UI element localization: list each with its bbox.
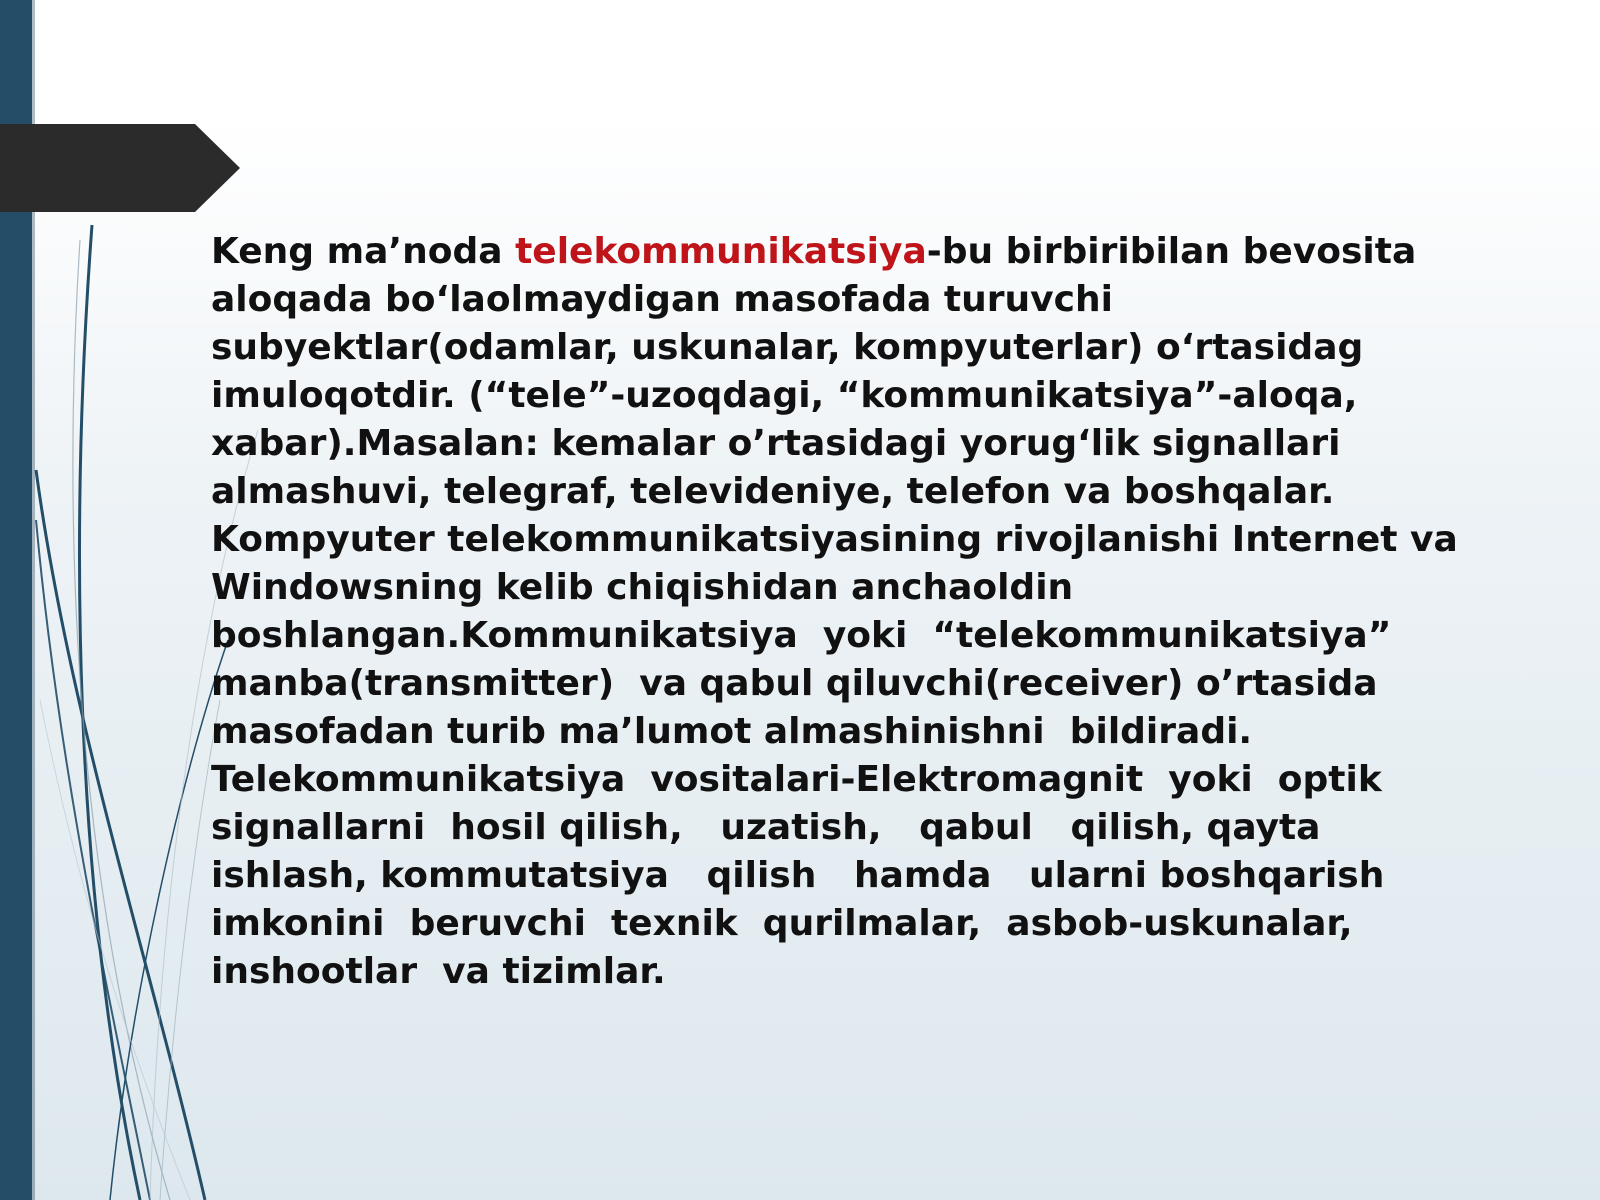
text-line-5: xabar).Masalan: kemalar o’rtasidagi yorug‘lik signallari	[211, 423, 1341, 464]
text-line-10: manba(transmitter) va qabul qiluvchi(receiver) o’rtasida	[211, 663, 1378, 704]
line-1-end: -bu birbiribilan bevosita	[926, 231, 1417, 272]
highlighted-term: telekommunikatsiya	[515, 231, 927, 272]
text-line-4: imuloqotdir. (“tele”-uzoqdagi, “kommunikatsiya”-aloqa,	[211, 375, 1358, 416]
text-line-8: Windowsning kelib chiqishidan anchaoldin	[211, 567, 1074, 608]
text-line-15: imkonini beruvchi texnik qurilmalar, asbob-uskunalar,	[211, 903, 1353, 944]
text-line-14: ishlash, kommutatsiya qilish hamda ularni boshqarish	[211, 855, 1385, 896]
text-line-1	[211, 231, 1416, 272]
text-line-13: signallarni hosil qilish, uzatish, qabul qilish, qayta	[211, 807, 1321, 848]
text-line-11: masofadan turib ma’lumot almashinishni bildiradi.	[211, 711, 1253, 752]
line-1-start: Keng ma’noda	[211, 231, 516, 272]
title-arrow-banner	[0, 124, 240, 212]
text-line-7: Kompyuter telekommunikatsiyasining rivojlanishi Internet va	[211, 519, 1458, 560]
text-line-6: almashuvi, telegraf, televideniye, telefon va boshqalar.	[211, 471, 1335, 512]
text-line-2: aloqada bo‘laolmaydigan masofada turuvchi	[211, 279, 1113, 320]
text-line-12: Telekommunikatsiya vositalari-Elektromagnit yoki optik	[211, 759, 1382, 800]
slide-body-text	[211, 228, 1541, 996]
text-line-3: subyektlar(odamlar, uskunalar, kompyuterlar) o‘rtasidag	[211, 327, 1364, 368]
text-line-16: inshootlar va tizimlar.	[211, 951, 666, 992]
text-line-9: boshlangan.Kommunikatsiya yoki “telekommunikatsiya”	[211, 615, 1392, 656]
